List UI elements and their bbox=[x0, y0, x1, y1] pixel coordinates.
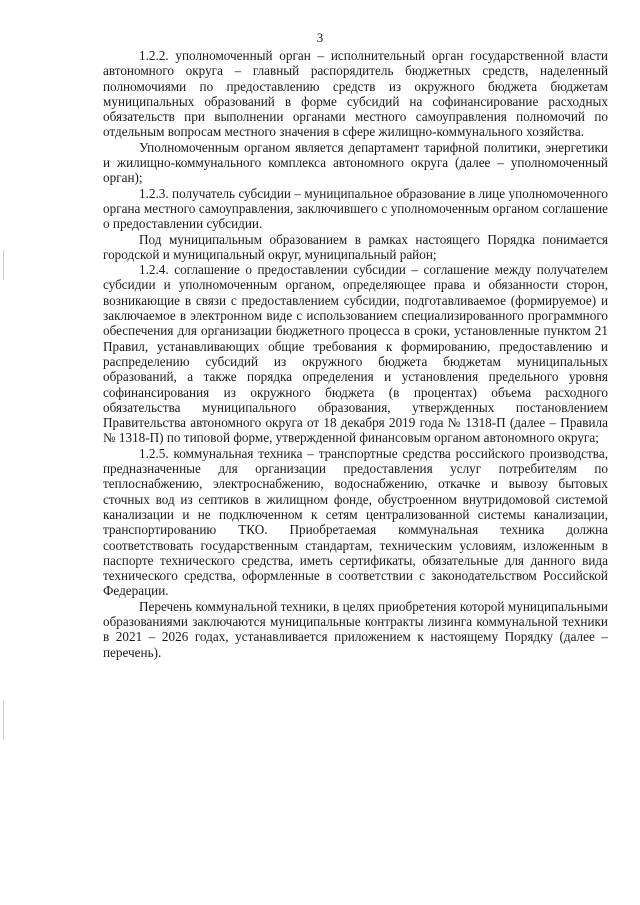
paragraph-equipment-list: Перечень коммунальной техники, в целях приобретения которой муниципальными образованиями заключаются муниципальные контракты лизинга коммунальной техники в 2021 – 2026 годах, устанавливается приложением к настоящему Порядку (далее – перечень). bbox=[103, 598, 608, 660]
paragraph-1-2-4: 1.2.4. соглашение о предоставлении субсидии – соглашение между получателем субсидии и уполномоченным органом, определяющее права и обязанности сторон, возникающие в связи с предоставлением субсидии, подготавливаемое (формируемое) и заключаемое в электронном виде с использованием специализированного программного обеспечения для организации бюджетного процесса в сроки, установленные пунктом 21 Правил, устанавливающих общие требования к формированию, предоставлению и распределению субсидий из окружного бюджета бюджетам муниципальных образований, а также порядка определения и установления предельного уровня софинансирования из окружного бюджета (в процентах) объема расходного обязательства муниципального образования, утвержденных постановлением Правительства автономного округа от 18 декабря 2019 года № 1318-П (далее – Правила № 1318-П) по типовой форме, утвержденной финансовым органом автономного округа; bbox=[103, 262, 608, 446]
paragraph-authorized-body: Уполномоченным органом является департамент тарифной политики, энергетики и жилищно-коммунального комплекса автономного округа (далее – уполномоченный орган); bbox=[103, 139, 608, 186]
paragraph-1-2-2: 1.2.2. уполномоченный орган – исполнительный орган государственной власти автономного округа – главный распорядитель бюджетных средств, наделенный полномочиями по предоставлению средств из окружного бюджета бюджетам муниципальных образований в форме субсидий на софинансирование расходных обязательств при выполнении органами местного самоуправления полномочий по отдельным вопросам местного значения в сфере жилищно-коммунального хозяйства. bbox=[103, 48, 608, 140]
paragraph-1-2-3: 1.2.3. получатель субсидии – муниципальное образование в лице уполномоченного органа местного самоуправления, заключившего с уполномоченным органом соглашение о предоставлении субсидии. bbox=[103, 185, 608, 232]
paragraph-municipality-definition: Под муниципальным образованием в рамках настоящего Порядка понимается городской и муниципальный округ, муниципальный район; bbox=[103, 231, 608, 262]
page-number: 3 bbox=[316, 30, 324, 45]
scan-edge-mark bbox=[3, 700, 4, 740]
document-body bbox=[103, 48, 608, 660]
scan-edge-mark bbox=[3, 250, 4, 280]
paragraph-1-2-5: 1.2.5. коммунальная техника – транспортные средства российского производства, предназначенные для организации предоставления услуг потребителям по теплоснабжению, электроснабжению, водоснабжению, откачке и вывозу бытовых сточных вод из септиков в жилищном фонде, обустроенном внутридомовой системой канализации и не подключенном к сетям централизованной системы канализации, транспортированию ТКО. Приобретаемая коммунальная техника должна соответствовать государственным стандартам, техническим условиям, изложенным в паспорте технического средства, иметь сертификаты, обязательные для данного вида технического средства, оформленные в соответствии с законодательством Российской Федерации. bbox=[103, 445, 608, 599]
